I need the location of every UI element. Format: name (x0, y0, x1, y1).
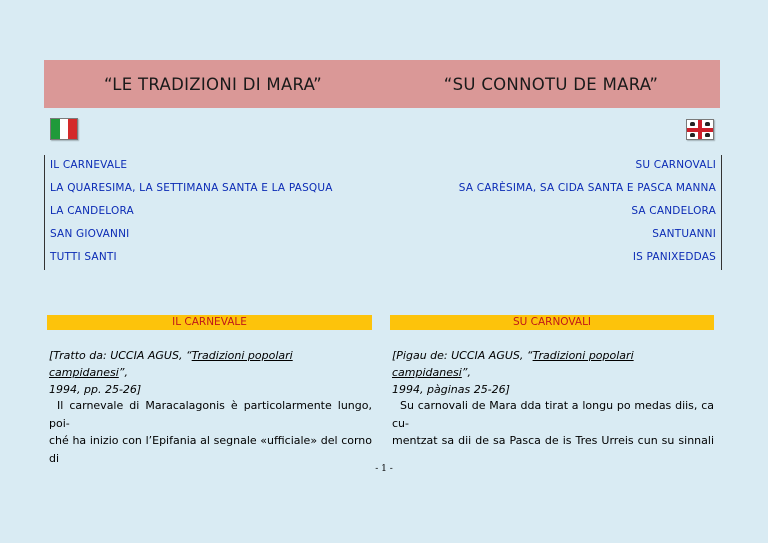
table-of-contents (44, 155, 722, 270)
citation-text: [Pigau de: UCCIA AGUS, “ (392, 349, 533, 362)
paragraph-line: Il carnevale di Maracalagonis è particolarmente lungo, poi- (49, 399, 372, 430)
citation-text: 1994, pàginas 25-26] (392, 383, 510, 396)
toc-link-tutti-santi[interactable]: TUTTI SANTI (50, 251, 117, 263)
toc-link-panixeddas[interactable]: IS PANIXEDDAS (632, 251, 716, 263)
source-citation-left (49, 347, 372, 398)
body-paragraph-left (49, 397, 372, 467)
section-heading-left: IL CARNEVALE (47, 315, 372, 330)
flag-italy-icon (50, 118, 78, 140)
citation-text: [Tratto da: UCCIA AGUS, “ (49, 349, 192, 362)
body-paragraph-right (392, 397, 714, 450)
toc-link-candelora[interactable]: LA CANDELORA (50, 205, 134, 217)
paragraph-line: ché ha inizio con l’Epifania al segnale «ufficiale» del corno di (49, 434, 372, 465)
toc-row (45, 228, 721, 244)
source-citation-right (392, 347, 714, 398)
title-banner (44, 60, 720, 108)
toc-row (45, 205, 721, 221)
section-heading-right: SU CARNOVALI (390, 315, 714, 330)
citation-book-title: Tradizioni popolari campidanesi (392, 349, 634, 379)
paragraph-line: mentzat sa dii de sa Pasca de is Tres Urreis cun su sinnali (392, 434, 714, 447)
toc-link-santuanni[interactable]: SANTUANNI (652, 228, 716, 240)
citation-text: ”, (461, 366, 471, 379)
paragraph-line: Su carnovali de Mara dda tirat a longu po medas diis, ca cu- (392, 399, 714, 430)
toc-link-carnevale[interactable]: IL CARNEVALE (50, 159, 128, 171)
citation-text: 1994, pp. 25-26] (49, 383, 142, 396)
title-sardinian: “SU CONNOTU DE MARA” (443, 74, 659, 94)
page-number: - 1 - (375, 464, 393, 474)
toc-link-san-giovanni[interactable]: SAN GIOVANNI (50, 228, 130, 240)
citation-text: ”, (118, 366, 128, 379)
title-italian: “LE TRADIZIONI DI MARA” (103, 74, 323, 94)
toc-link-caresima[interactable]: SA CARÈSIMA, SA CIDA SANTA E PASCA MANNA (458, 182, 716, 194)
toc-row (45, 182, 721, 198)
toc-link-quaresima[interactable]: LA QUARESIMA, LA SETTIMANA SANTA E LA PASQUA (50, 182, 333, 194)
toc-row (45, 159, 721, 175)
toc-row (45, 251, 721, 267)
toc-link-carnovali[interactable]: SU CARNOVALI (635, 159, 716, 171)
toc-link-sa-candelora[interactable]: SA CANDELORA (631, 205, 716, 217)
flag-sardinia-icon (686, 119, 714, 140)
citation-book-title: Tradizioni popolari campidanesi (49, 349, 293, 379)
